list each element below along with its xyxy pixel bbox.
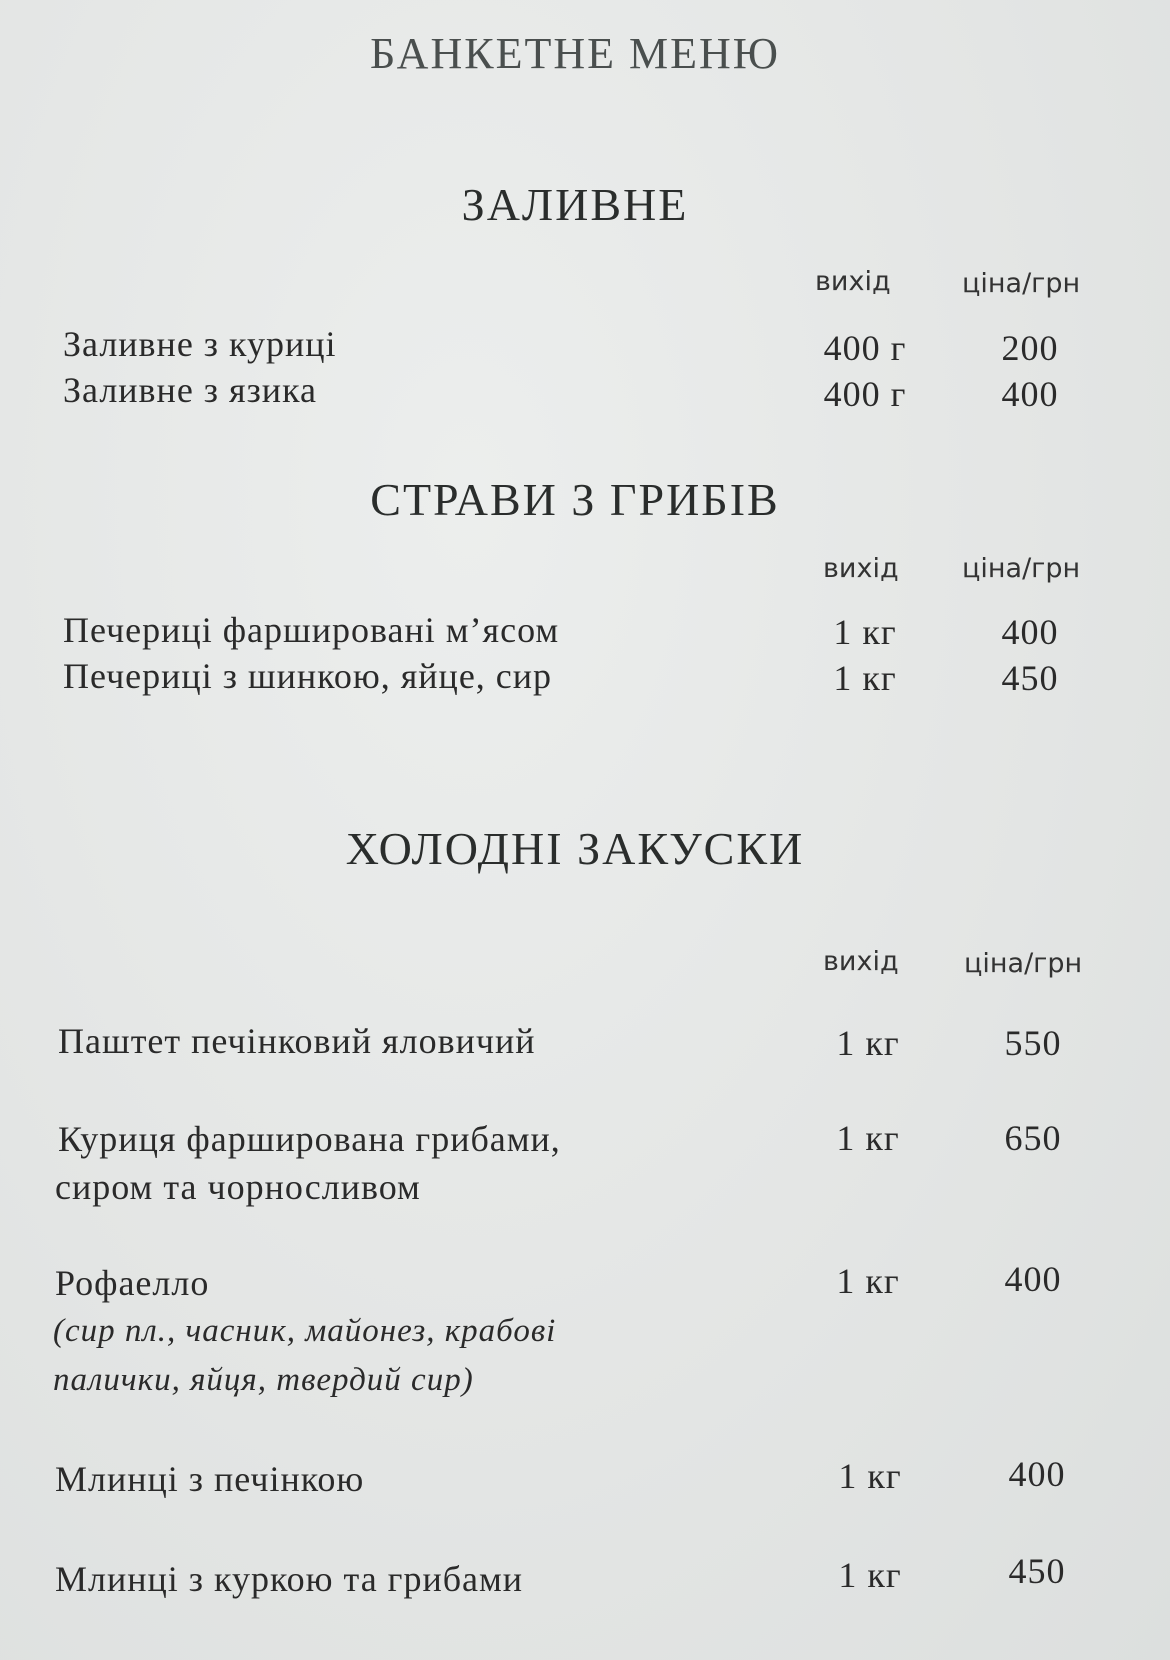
column-header-yield: вихід (815, 266, 891, 297)
item-name: Заливне з куриці (63, 324, 337, 364)
column-header-price: ціна/грн (962, 268, 1081, 299)
item-yield: 1 кг (833, 658, 897, 698)
item-price: 400 (1001, 612, 1059, 652)
item-price: 450 (1001, 658, 1059, 698)
item-price: 650 (1004, 1118, 1062, 1158)
item-name: Куриця фарширована грибами, (58, 1119, 561, 1159)
item-description: (сир пл., часник, майонез, крабові (53, 1313, 557, 1349)
item-name: Млинці з куркою та грибами (55, 1559, 524, 1599)
item-name: Паштет печінковий яловичий (58, 1021, 536, 1061)
section-title-cold-appetizers: ХОЛОДНІ ЗАКУСКИ (345, 823, 805, 874)
menu-title: БАНКЕТНЕ МЕНЮ (370, 29, 780, 78)
item-name: Млинці з печінкою (55, 1459, 365, 1499)
item-yield: 400 г (823, 328, 907, 368)
item-yield: 1 кг (838, 1456, 902, 1496)
item-name: Печериці з шинкою, яйце, сир (63, 656, 553, 696)
column-header-price: ціна/грн (964, 948, 1083, 979)
item-price: 550 (1004, 1023, 1062, 1063)
section-title-aspic: ЗАЛИВНЕ (461, 179, 689, 230)
item-price: 400 (1008, 1454, 1066, 1494)
item-yield: 400 г (823, 374, 907, 414)
item-name-continued: сиром та чорносливом (55, 1167, 421, 1207)
item-name: Рофаелло (55, 1263, 210, 1303)
item-price: 400 (1001, 374, 1059, 414)
item-name: Заливне з язика (63, 370, 317, 410)
column-header-yield: вихід (823, 946, 899, 977)
item-yield: 1 кг (833, 612, 897, 652)
item-yield: 1 кг (838, 1555, 902, 1595)
item-name: Печериці фаршировані м’ясом (63, 610, 560, 650)
section-title-mushrooms: СТРАВИ З ГРИБІВ (370, 474, 780, 525)
item-yield: 1 кг (836, 1023, 900, 1063)
item-yield: 1 кг (836, 1118, 900, 1158)
item-price: 450 (1008, 1551, 1066, 1591)
item-description: палички, яйця, твердий сир) (53, 1362, 474, 1398)
item-price: 200 (1001, 328, 1059, 368)
column-header-price: ціна/грн (962, 553, 1081, 584)
column-header-yield: вихід (823, 553, 899, 584)
item-price: 400 (1004, 1259, 1062, 1299)
item-yield: 1 кг (836, 1261, 900, 1301)
